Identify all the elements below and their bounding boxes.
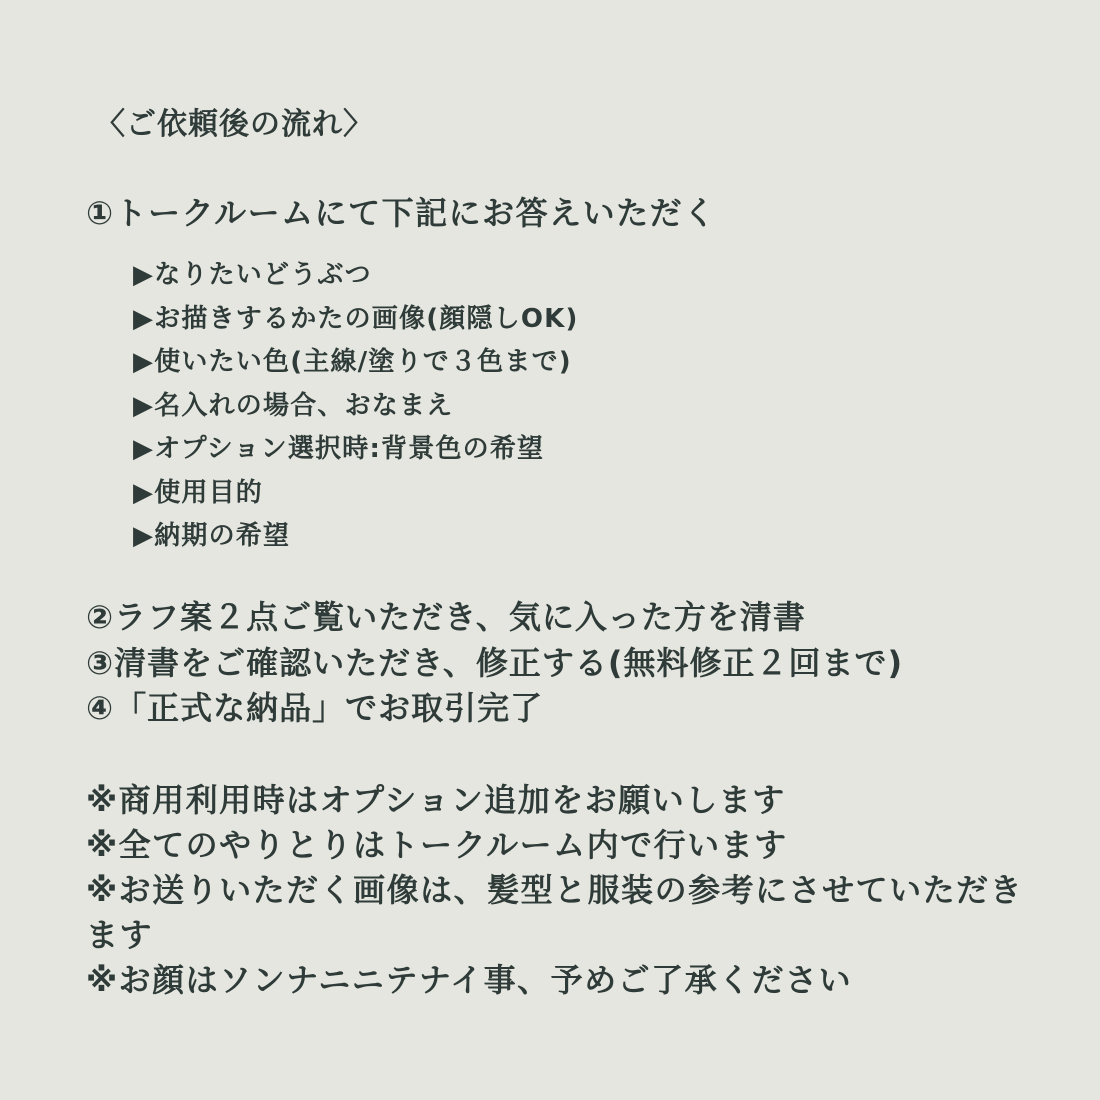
- list-item-reference-image: ▶お描きするかたの画像(顔隠しOK): [133, 303, 579, 334]
- note-commercial-use: ※商用利用時はオプション追加をお願いします: [86, 781, 786, 819]
- step-2: ②ラフ案２点ご覧いただき、気に入った方を清書: [86, 598, 806, 636]
- list-item-animal: ▶なりたいどうぶつ: [133, 260, 372, 290]
- process-steps: [86, 598, 903, 735]
- page-title: 〈ご依頼後の流れ〉: [95, 107, 374, 142]
- list-item-colors: ▶使いたい色(主線/塗りで３色まで): [133, 347, 572, 377]
- list-item-name: ▶名入れの場合、おなまえ: [133, 390, 454, 421]
- step-4: ④「正式な納品」でお取引完了: [86, 689, 544, 727]
- list-item-background-color: ▶オプション選択時:背景色の希望: [133, 434, 545, 464]
- step-3: ③清書をご確認いただき、修正する(無料修正２回まで): [86, 643, 904, 682]
- note-reference-images: ※お送りいただく画像は、髪型と服装の参考にさせていただきます: [86, 871, 1024, 954]
- list-item-purpose: ▶使用目的: [133, 477, 263, 508]
- step-1-heading: ①トークルームにて下記にお答えいただく: [86, 194, 717, 232]
- note-likeness: ※お顔はソンナニニテナイ事、予めご了承ください: [86, 961, 853, 999]
- request-items-list: [133, 259, 579, 564]
- note-talkroom: ※全てのやりとりはトークルーム内で行います: [86, 826, 788, 864]
- list-item-deadline: ▶納期の希望: [133, 521, 291, 551]
- notes-section: [86, 778, 1026, 1003]
